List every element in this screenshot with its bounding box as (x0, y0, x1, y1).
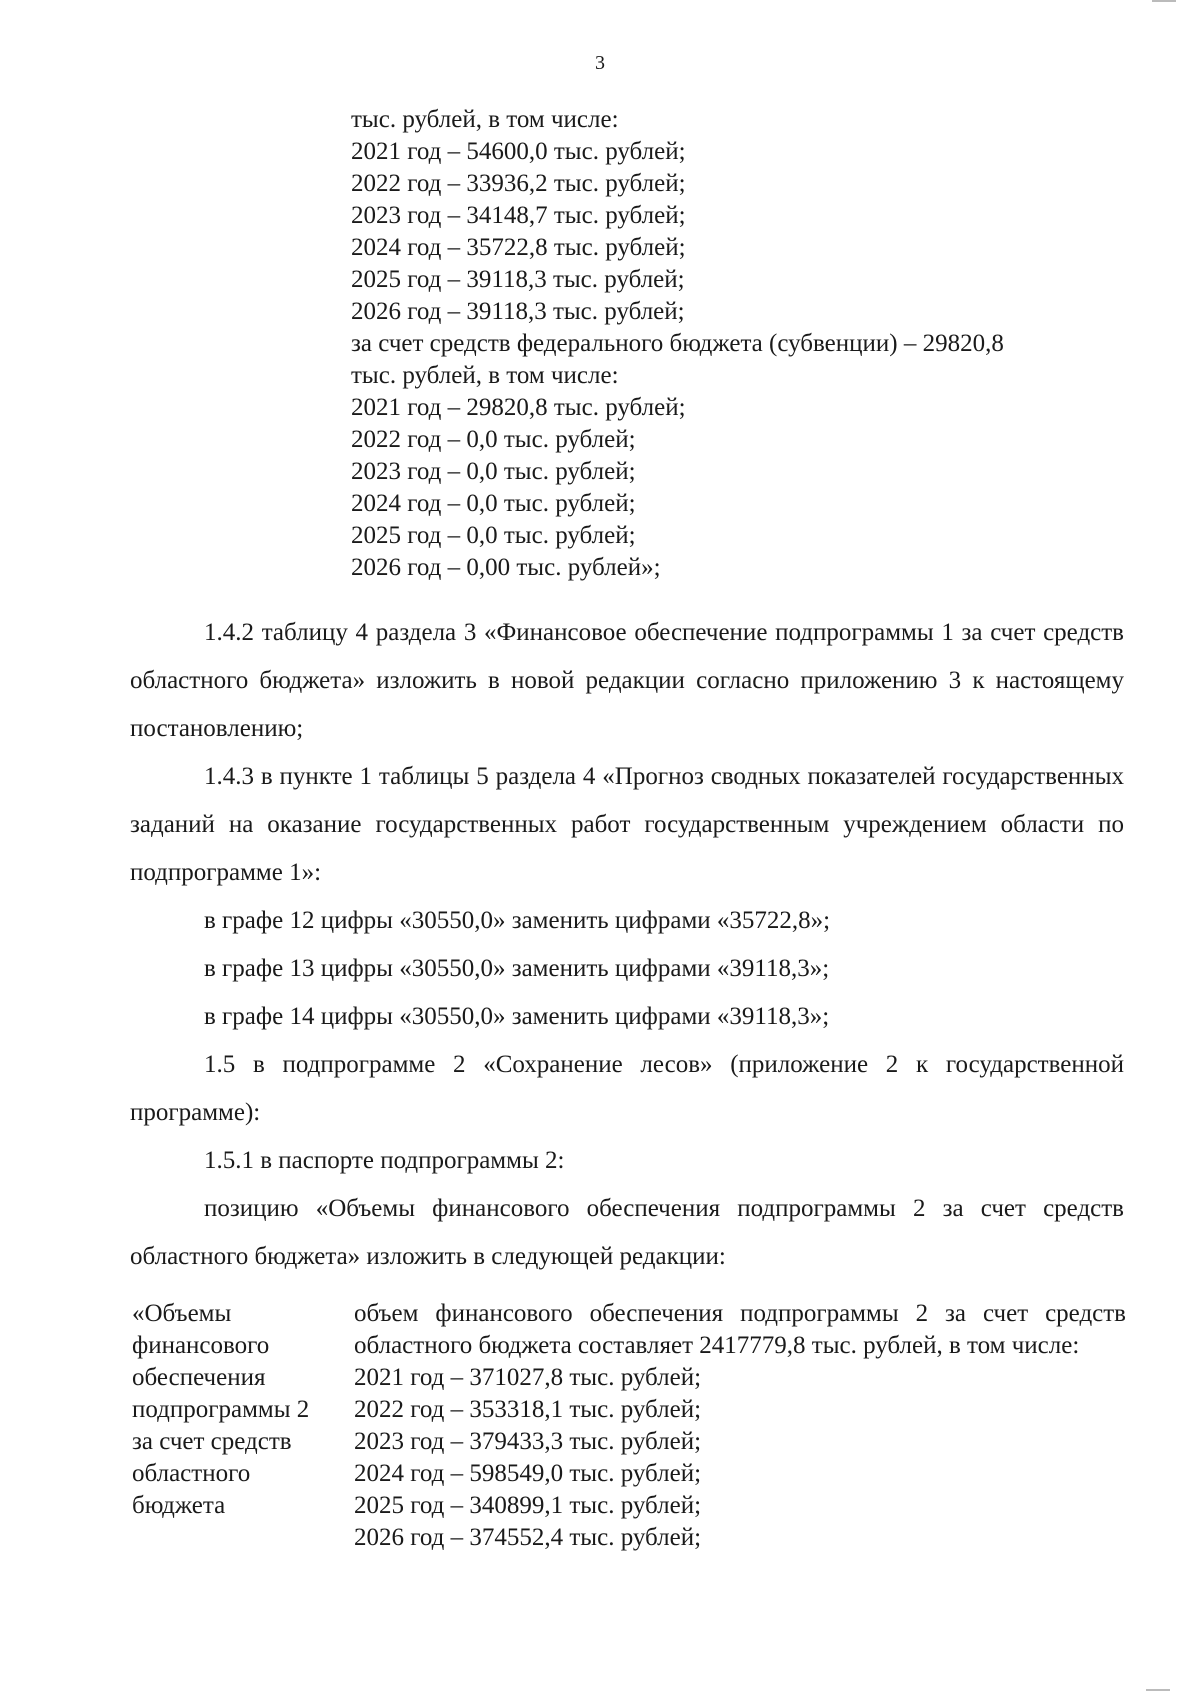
column-13-replacement: в графе 13 цифры «30550,0» заменить цифрами «39118,3»; (204, 955, 830, 982)
passport-year-line: 2021 год – 371027,8 тыс. рублей; (354, 1364, 702, 1391)
paragraph-1-4-2: 1.4.2 таблицу 4 раздела 3 «Финансовое обеспечение подпрограммы 1 за счет средств областного бюджета» изложить в новой редакции согласно приложению 3 к настоящему постановлению; (130, 619, 1124, 742)
funding-line: 2025 год – 0,0 тыс. рублей; (351, 522, 636, 549)
paragraph-1-4-3: 1.4.3 в пункте 1 таблицы 5 раздела 4 «Прогноз сводных показателей государственных заданий на оказание государственных работ государственным учреждением области по подпрограмме 1»: (130, 763, 1124, 886)
funding-line: 2021 год – 29820,8 тыс. рублей; (351, 394, 686, 421)
paragraph-1-5-1: 1.5.1 в паспорте подпрограммы 2: (204, 1147, 565, 1174)
funding-line: 2025 год – 39118,3 тыс. рублей; (351, 266, 685, 293)
passport-title-line: областного (132, 1460, 251, 1487)
funding-line: 2023 год – 0,0 тыс. рублей; (351, 458, 636, 485)
passport-title-line: финансового (132, 1332, 270, 1359)
passport-title-line: за счет средств (132, 1428, 292, 1455)
scan-mark-top (1152, 0, 1176, 2)
funding-line: 2024 год – 35722,8 тыс. рублей; (351, 234, 686, 261)
funding-line: за счет средств федерального бюджета (субвенции) – 29820,8 (351, 330, 1004, 357)
passport-year-line: 2023 год – 379433,3 тыс. рублей; (354, 1428, 702, 1455)
passport-title-line: бюджета (132, 1492, 226, 1519)
passport-title-line: обеспечения (132, 1364, 266, 1391)
funding-line: 2022 год – 0,0 тыс. рублей; (351, 426, 636, 453)
scan-mark-bottom (1146, 1689, 1170, 1691)
passport-position-title (132, 1298, 342, 1522)
column-12-replacement: в графе 12 цифры «30550,0» заменить цифрами «35722,8»; (204, 907, 831, 934)
passport-title-line: «Объемы (132, 1300, 232, 1327)
passport-title-line: подпрограммы 2 (132, 1396, 310, 1423)
funding-list-top (351, 104, 1111, 584)
funding-line: 2024 год – 0,0 тыс. рублей; (351, 490, 636, 517)
passport-total-text: объем финансового обеспечения подпрограммы 2 за счет средств областного бюджета составляет 2417779,8 тыс. рублей, в том числе: (354, 1300, 1126, 1359)
passport-position-content (354, 1298, 1126, 1554)
funding-line: 2026 год – 39118,3 тыс. рублей; (351, 298, 685, 325)
passport-year-line: 2022 год – 353318,1 тыс. рублей; (354, 1396, 702, 1423)
funding-line: 2022 год – 33936,2 тыс. рублей; (351, 170, 686, 197)
passport-year-line: 2026 год – 374552,4 тыс. рублей; (354, 1524, 702, 1551)
funding-line: 2023 год – 34148,7 тыс. рублей; (351, 202, 686, 229)
passport-year-line: 2025 год – 340899,1 тыс. рублей; (354, 1492, 702, 1519)
funding-line: 2026 год – 0,00 тыс. рублей»; (351, 554, 661, 581)
column-14-replacement: в графе 14 цифры «30550,0» заменить цифрами «39118,3»; (204, 1003, 830, 1030)
funding-line: 2021 год – 54600,0 тыс. рублей; (351, 138, 686, 165)
position-statement: позицию «Объемы финансового обеспечения подпрограммы 2 за счет средств областного бюджета» изложить в следующей редакции: (130, 1195, 1124, 1270)
funding-line: тыс. рублей, в том числе: (351, 106, 619, 133)
paragraph-1-5: 1.5 в подпрограмме 2 «Сохранение лесов» (приложение 2 к государственной программе): (130, 1051, 1124, 1126)
passport-year-line: 2024 год – 598549,0 тыс. рублей; (354, 1460, 702, 1487)
page-number: 3 (595, 52, 605, 74)
funding-line: тыс. рублей, в том числе: (351, 362, 619, 389)
